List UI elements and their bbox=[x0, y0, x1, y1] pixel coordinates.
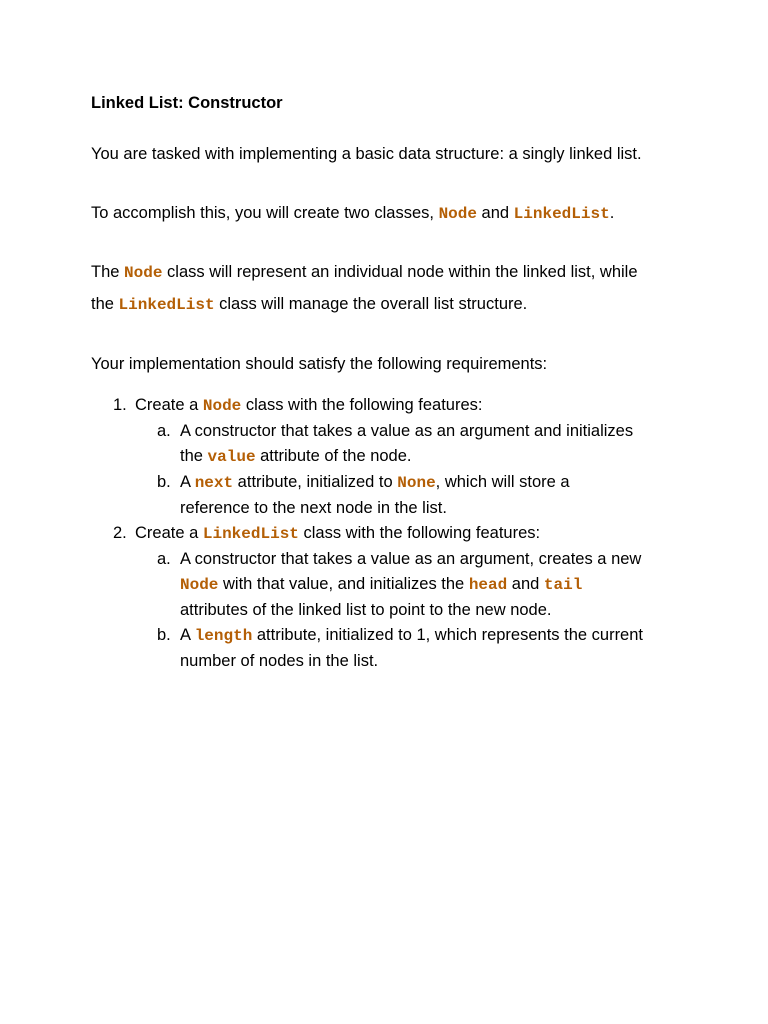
text: The bbox=[91, 263, 125, 281]
sub-list-letter: a. bbox=[157, 550, 171, 568]
sub-list-letter: b. bbox=[157, 473, 171, 491]
code-value: value bbox=[207, 448, 256, 466]
roles-paragraph bbox=[91, 257, 638, 321]
text: A bbox=[180, 473, 195, 491]
code-node: Node bbox=[438, 205, 477, 223]
text: and bbox=[507, 575, 544, 593]
text: Create a bbox=[135, 396, 203, 414]
sub-list-item bbox=[91, 547, 711, 623]
list-item bbox=[91, 521, 711, 547]
requirements-list bbox=[91, 393, 711, 674]
text-line bbox=[180, 444, 711, 470]
text: attributes of the linked list to point to the new node. bbox=[180, 601, 552, 619]
text: . bbox=[609, 204, 615, 222]
text-line bbox=[180, 572, 711, 598]
code-linkedlist: LinkedList bbox=[513, 205, 610, 223]
code-none: None bbox=[397, 474, 436, 492]
text: reference to the next node in the list. bbox=[180, 499, 447, 517]
text: class will represent an individual node within the linked list, while bbox=[162, 263, 638, 281]
document-title: Linked List: Constructor bbox=[91, 94, 283, 112]
list-number: 2. bbox=[113, 524, 127, 542]
text: attribute, initialized to bbox=[233, 473, 398, 491]
text: number of nodes in the list. bbox=[180, 652, 379, 670]
code-length: length bbox=[194, 627, 253, 645]
text: attribute of the node. bbox=[255, 447, 412, 465]
code-head: head bbox=[468, 576, 508, 594]
text: attribute, initialized to 1, which represents the current bbox=[252, 626, 643, 644]
text: class with the following features: bbox=[241, 396, 483, 414]
text: Create a bbox=[135, 524, 203, 542]
code-linkedlist: LinkedList bbox=[202, 525, 299, 543]
text: the bbox=[91, 295, 119, 313]
sub-list-item bbox=[91, 470, 711, 521]
code-tail: tail bbox=[543, 576, 583, 594]
code-linkedlist: LinkedList bbox=[118, 296, 215, 314]
sub-list-letter: b. bbox=[157, 626, 171, 644]
text: To accomplish this, you will create two classes, bbox=[91, 204, 439, 222]
text: class will manage the overall list structure. bbox=[214, 295, 528, 313]
intro-paragraph: You are tasked with implementing a basic data structure: a singly linked list. bbox=[91, 145, 642, 163]
text: A bbox=[180, 626, 195, 644]
sub-list-item bbox=[91, 419, 711, 470]
text-line bbox=[180, 470, 711, 496]
code-node: Node bbox=[202, 397, 242, 415]
list-number: 1. bbox=[113, 396, 127, 414]
list-item bbox=[91, 393, 711, 419]
text: A constructor that takes a value as an argument and initializes bbox=[180, 422, 634, 440]
code-node: Node bbox=[124, 264, 163, 282]
sub-list-letter: a. bbox=[157, 422, 171, 440]
text-line bbox=[180, 623, 711, 649]
text: with that value, and initializes the bbox=[218, 575, 469, 593]
requirements-intro: Your implementation should satisfy the following requirements: bbox=[91, 355, 548, 373]
classes-paragraph bbox=[91, 198, 614, 230]
text: the bbox=[180, 447, 208, 465]
text: A constructor that takes a value as an argument, creates a new bbox=[180, 550, 642, 568]
text: , which will store a bbox=[435, 473, 570, 491]
code-next: next bbox=[194, 474, 234, 492]
text: class with the following features: bbox=[298, 524, 541, 542]
text: and bbox=[476, 204, 514, 222]
sub-list-item bbox=[91, 623, 711, 674]
code-node: Node bbox=[180, 576, 219, 594]
